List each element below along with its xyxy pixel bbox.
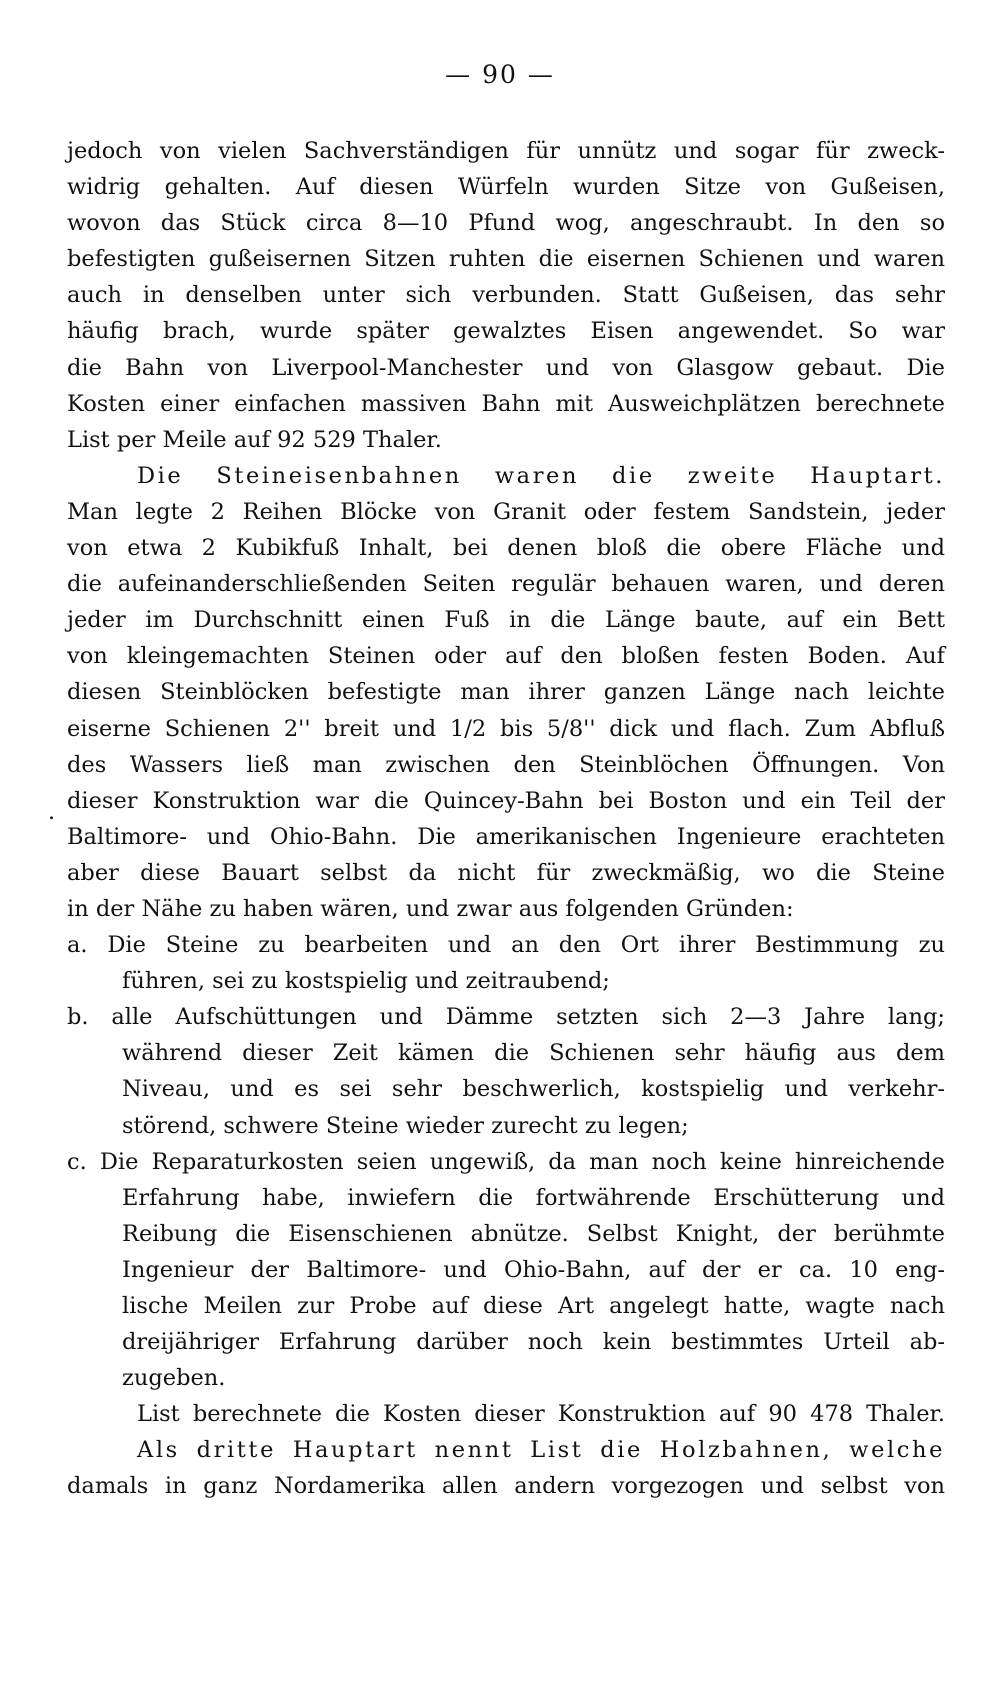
text-line: die Bahn von Liverpool-Manchester und von Glasgow gebaut. Die — [67, 354, 945, 381]
list-item-b-continuation: störend, schwere Steine wieder zurecht zu legen; — [122, 1112, 689, 1139]
text-line: damals in ganz Nordamerika allen andern vorgezogen und selbst von — [67, 1473, 945, 1500]
text-line: von kleingemachten Steinen oder auf den bloßen festen Boden. Auf — [67, 643, 945, 670]
list-item-b-continuation: während dieser Zeit kämen die Schienen sehr häufig aus dem — [122, 1040, 945, 1067]
section-heading-line: Als dritte Hauptart nennt List die Holzbahnen, welche — [137, 1437, 945, 1464]
list-item-c-continuation: dreijähriger Erfahrung darüber noch kein bestimmtes Urteil ab- — [122, 1329, 945, 1356]
list-item-c-continuation: Reibung die Eisenschienen abnütze. Selbst Knight, der berühmte — [122, 1220, 945, 1247]
text-line: aber diese Bauart selbst da nicht für zweckmäßig, wo die Steine — [67, 859, 945, 886]
text-line: widrig gehalten. Auf diesen Würfeln wurden Sitze von Gußeisen, — [67, 174, 945, 201]
text-line: häufig brach, wurde später gewalztes Eisen angewendet. So war — [67, 318, 945, 345]
list-item-b: b. alle Aufschüttungen und Dämme setzten sich 2—3 Jahre lang; — [67, 1004, 945, 1031]
section-heading-line: Die Steineisenbahnen waren die zweite Hauptart. — [137, 462, 945, 489]
text-line: die aufeinanderschließenden Seiten regulär behauen waren, und deren — [67, 571, 945, 598]
list-item-a: a. Die Steine zu bearbeiten und an den Ort ihrer Bestimmung zu — [67, 932, 945, 959]
text-line: Kosten einer einfachen massiven Bahn mit Ausweichplätzen berechnete — [67, 390, 945, 417]
list-item-c: c. Die Reparaturkosten seien ungewiß, da man noch keine hinreichende — [67, 1148, 945, 1175]
page-number: — 90 — — [445, 60, 555, 89]
text-line: des Wassers ließ man zwischen den Steinblöchen Öffnungen. Von — [67, 751, 945, 778]
text-line: dieser Konstruktion war die Quincey-Bahn bei Boston und ein Teil der — [67, 787, 945, 814]
text-line: Baltimore- und Ohio-Bahn. Die amerikanischen Ingenieure erachteten — [67, 823, 945, 850]
text-line: wovon das Stück circa 8—10 Pfund wog, angeschraubt. In den so — [67, 210, 945, 237]
text-line: in der Nähe zu haben wären, und zwar aus folgenden Gründen: — [67, 895, 794, 922]
text-line: auch in denselben unter sich verbunden. Statt Gußeisen, das sehr — [67, 282, 945, 309]
body-text — [67, 133, 945, 1505]
list-item-b-continuation: Niveau, und es sei sehr beschwerlich, kostspielig und verkehr- — [122, 1076, 945, 1103]
list-item-c-continuation: Ingenieur der Baltimore- und Ohio-Bahn, auf der er ca. 10 eng- — [122, 1256, 945, 1283]
list-item-c-continuation: lische Meilen zur Probe auf diese Art angelegt hatte, wagte nach — [122, 1293, 945, 1319]
margin-mark: . — [48, 800, 55, 825]
list-item-a-continuation: führen, sei zu kostspielig und zeitraubend; — [122, 968, 610, 995]
text-line: befestigten gußeisernen Sitzen ruhten die eisernen Schienen und waren — [67, 246, 945, 273]
text-line: jedoch von vielen Sachverständigen für unnütz und sogar für zweck- — [67, 138, 945, 164]
text-line: jeder im Durchschnitt einen Fuß in die Länge baute, auf ein Bett — [67, 607, 945, 634]
text-line: diesen Steinblöcken befestigte man ihrer ganzen Länge nach leichte — [67, 679, 945, 706]
text-line: eiserne Schienen 2'' breit und 1/2 bis 5/8'' dick und flach. Zum Abfluß — [67, 715, 945, 742]
text-line: von etwa 2 Kubikfuß Inhalt, bei denen bloß die obere Fläche und — [67, 535, 945, 562]
text-line: Man legte 2 Reihen Blöcke von Granit oder festem Sandstein, jeder — [67, 498, 945, 525]
text-line: List berechnete die Kosten dieser Konstruktion auf 90 478 Thaler. — [137, 1401, 945, 1428]
list-item-c-continuation: Erfahrung habe, inwiefern die fortwährende Erschütterung und — [122, 1184, 945, 1211]
list-item-c-continuation: zugeben. — [122, 1365, 226, 1392]
text-line: List per Meile auf 92 529 Thaler. — [67, 426, 442, 453]
